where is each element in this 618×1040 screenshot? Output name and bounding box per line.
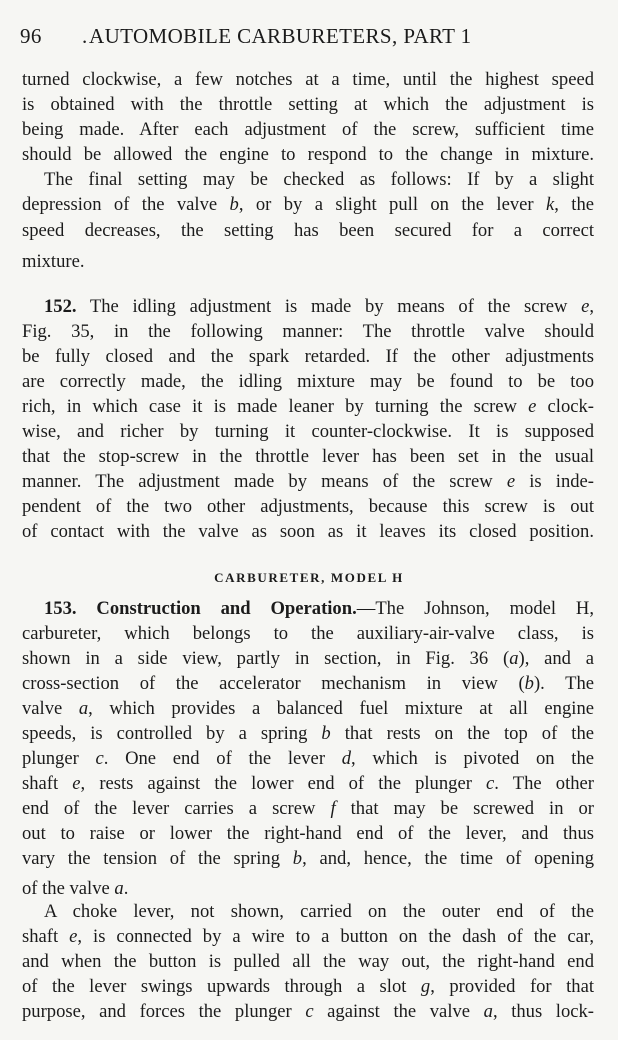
running-header [20,24,600,54]
text-line: that the stop-screw in the throttle lever has been set in the usual [22,446,594,467]
running-title: AUTOMOBILE CARBURETERS, PART 1 [89,24,472,48]
text-line: depression of the valve b, or by a slight pull on the lever k, the [22,194,594,215]
text-line: manner. The adjustment made by means of the screw e is inde- [22,471,594,492]
text-line: A choke lever, not shown, carried on the outer end of the [44,901,594,922]
text-line: 152. The idling adjustment is made by means of the screw e, [44,296,594,317]
text-line: mixture. [22,251,85,272]
text-line: carbureter, which belongs to the auxiliary-air-valve class, is [22,623,594,644]
text-line: shaft e, is connected by a wire to a button on the dash of the car, [22,926,594,947]
text-line: are correctly made, the idling mixture may be found to be too [22,371,594,392]
text-line: cross-section of the accelerator mechanism in view (b). The [22,673,595,694]
header-separator: . [82,24,88,48]
text-line: wise, and richer by turning it counter-clockwise. It is supposed [22,421,594,442]
text-line: valve a, which provides a balanced fuel mixture at all engine [22,698,594,719]
section-heading: CARBURETER, MODEL H [214,570,404,585]
text-line: and when the button is pulled all the way out, the right-hand end [22,951,594,972]
text-line: Fig. 35, in the following manner: The throttle valve should [22,321,594,342]
text-line: 153. Construction and Operation.—The Johnson, model H, [44,598,595,619]
text-line: speed decreases, the setting has been secured for a correct [22,220,594,241]
paragraph-number: 152. [44,296,77,317]
text-line: end of the lever carries a screw f that may be screwed in or [22,798,594,819]
text-line: of contact with the valve as soon as it leaves its closed position. [22,521,594,542]
text-line: speeds, is controlled by a spring b that rests on the top of the [22,723,594,744]
paragraph-number: 153. [44,598,77,619]
text-line: purpose, and forces the plunger c against the valve a, thus lock- [22,1001,594,1022]
text-line: should be allowed the engine to respond to the change in mixture. [22,144,594,165]
text-line: be fully closed and the spark retarded. If the other adjustments [22,346,594,367]
text-line: plunger c. One end of the lever d, which is pivoted on the [22,748,594,769]
text-line: is obtained with the throttle setting at which the adjustment is [22,94,594,115]
text-line: of the valve a. [22,878,129,899]
text-line: shaft e, rests against the lower end of the plunger c. The other [22,773,594,794]
text-line: of the lever swings upwards through a slot g, provided for that [22,976,594,997]
text-line: being made. After each adjustment of the screw, sufficient time [22,119,594,140]
paragraph-title: Construction and Operation. [76,598,357,619]
text-line: The final setting may be checked as follows: If by a slight [44,169,594,190]
page-number: 96 [20,24,42,48]
text-line: rich, in which case it is made leaner by turning the screw e clock- [22,396,595,417]
text-line: out to raise or lower the right-hand end of the lever, and thus [22,823,594,844]
text-line: turned clockwise, a few notches at a time, until the highest speed [22,69,594,90]
text-line: shown in a side view, partly in section, in Fig. 36 (a), and a [22,648,594,669]
text-line: vary the tension of the spring b, and, hence, the time of opening [22,848,594,869]
text-line: pendent of the two other adjustments, because this screw is out [22,496,594,517]
